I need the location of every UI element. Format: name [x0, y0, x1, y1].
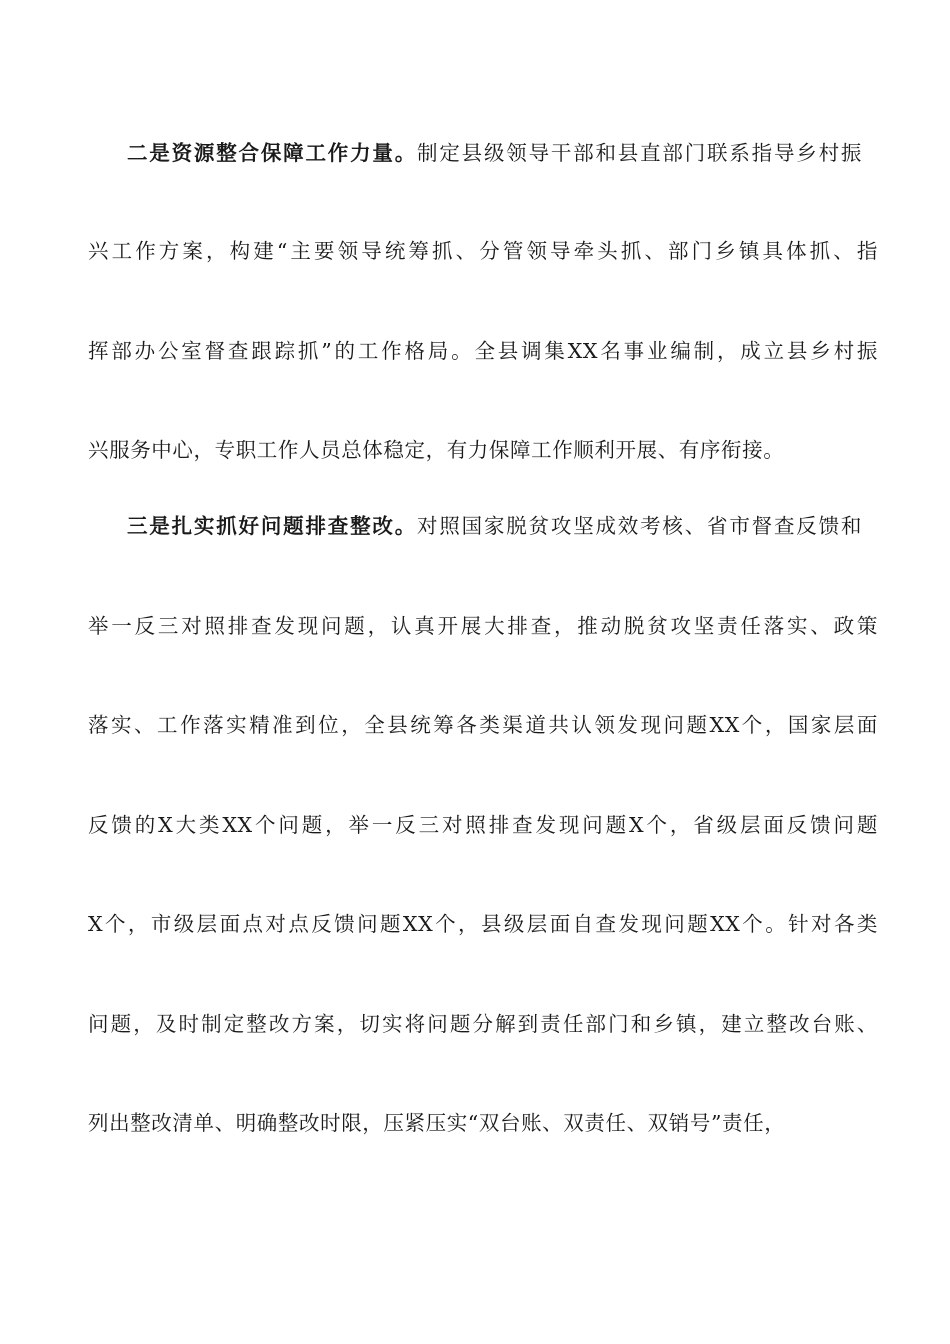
paragraph-1-line-3: 挥部办公室督查跟踪抓”的工作格局。全县调集XX名事业编制，成立县乡村振: [88, 339, 878, 363]
paragraph-2-first-rest: 对照国家脱贫攻坚成效考核、省市督查反馈和: [417, 514, 863, 538]
paragraph-2-line-4: 反馈的X大类XX个问题，举一反三对照排查发现问题X个，省级层面反馈问题: [88, 813, 878, 837]
paragraph-2-line-3: 落实、工作落实精准到位，全县统筹各类渠道共认领发现问题XX个，国家层面: [88, 713, 878, 737]
paragraph-2-line-7: 列出整改清单、明确整改时限，压紧压实“双台账、双责任、双销号”责任，: [88, 1111, 786, 1135]
paragraph-2-line-6: 问题，及时制定整改方案，切实将问题分解到责任部门和乡镇，建立整改台账、: [88, 1012, 878, 1036]
paragraph-1-line-2: 兴工作方案，构建“主要领导统筹抓、分管领导牵头抓、部门乡镇具体抓、指: [88, 239, 878, 263]
paragraph-2-lead: 三是扎实抓好问题排查整改。: [127, 514, 418, 538]
paragraph-1-first-line: [127, 139, 862, 167]
paragraph-2-first-line: [127, 512, 862, 540]
paragraph-1-first-rest: 制定县级领导干部和县直部门联系指导乡村振: [417, 141, 863, 165]
paragraph-1-lead: 二是资源整合保障工作力量。: [127, 141, 418, 165]
paragraph-1-line-4: 兴服务中心，专职工作人员总体稳定，有力保障工作顺利开展、有序衔接。: [88, 438, 785, 462]
paragraph-2-line-5: X个，市级层面点对点反馈问题XX个，县级层面自查发现问题XX个。针对各类: [88, 912, 878, 936]
paragraph-2-line-2: 举一反三对照排查发现问题，认真开展大排查，推动脱贫攻坚责任落实、政策: [88, 614, 878, 638]
